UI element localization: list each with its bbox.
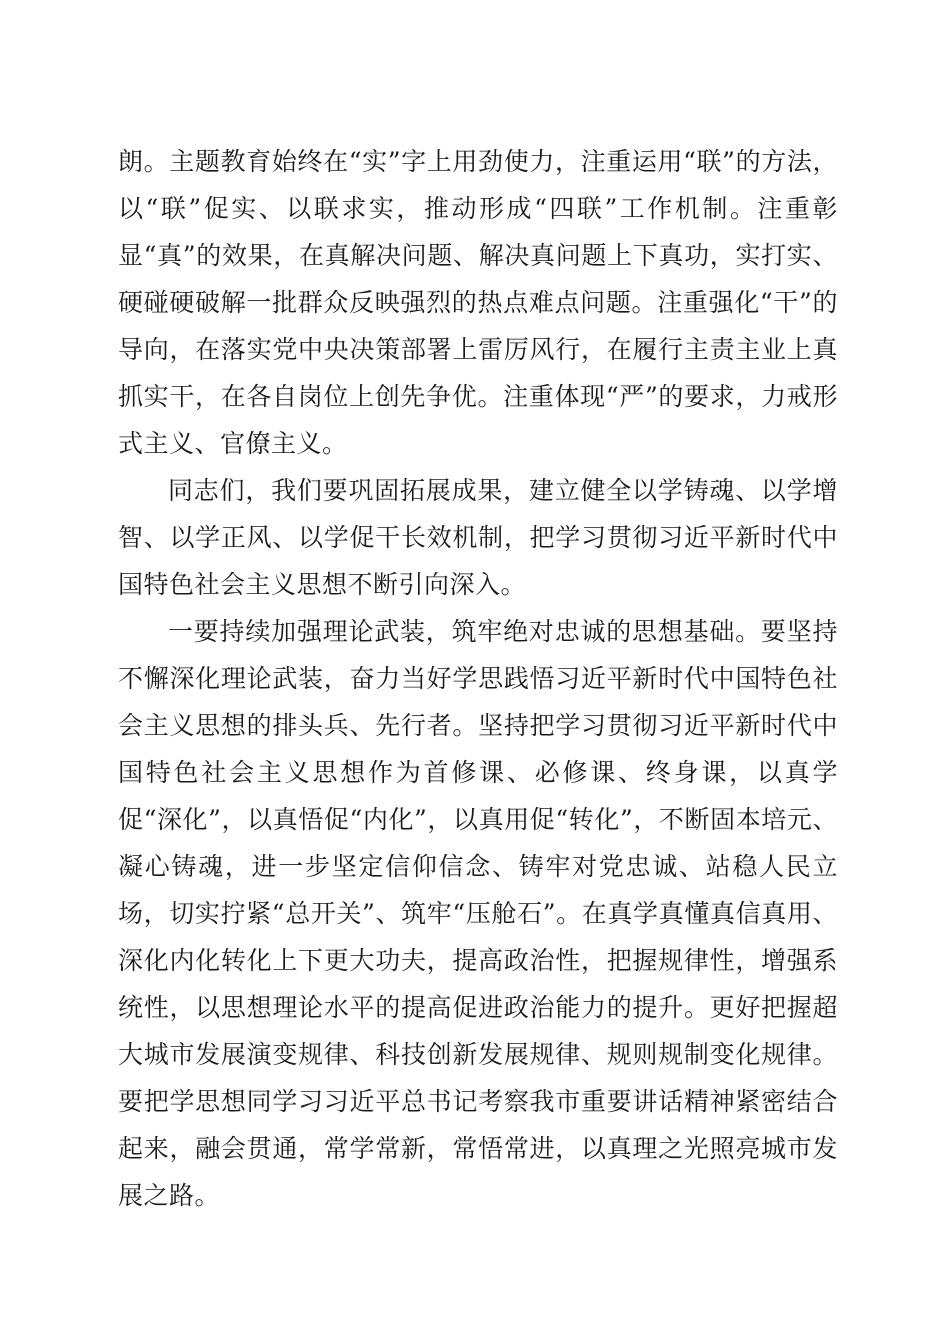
paragraph-2: 同志们，我们要巩固拓展成果，建立健全以学铸魂、以学增智、以学正风、以学促干长效机制，把学习贯彻习近平新时代中国特色社会主义思想不断引向深入。 [118,476,838,599]
document-body [118,138,838,1219]
paragraph-1: 朗。主题教育始终在“实”字上用劲使力，注重运用“联”的方法，以“联”促实、以联求实，推动形成“四联”工作机制。注重彰显“真”的效果，在真解决问题、解决真问题上下真功，实打实、硬碰硬破解一批群众反映强烈的热点难点问题。注重强化“干”的导向，在落实党中央决策部署上雷厉风行，在履行主责主业上真抓实干，在各自岗位上创先争优。注重体现“严”的要求，力戒形式主义、官僚主义。 [118,147,838,458]
paragraph-3: 一要持续加强理论武装，筑牢绝对忠诚的思想基础。要坚持不懈深化理论武装，奋力当好学思践悟习近平新时代中国特色社会主义思想的排头兵、先行者。坚持把学习贯彻习近平新时代中国特色社会主义思想作为首修课、必修课、终身课，以真学促“深化”，以真悟促“内化”，以真用促“转化”，不断固本培元、凝心铸魂，进一步坚定信仰信念、铸牢对党忠诚、站稳人民立场，切实拧紧“总开关”、筑牢“压舱石”。在真学真懂真信真用、深化内化转化上下更大功夫，提高政治性，把握规律性，增强系统性，以思想理论水平的提高促进政治能力的提升。更好把握超大城市发展演变规律、科技创新发展规律、规则规制变化规律。要把学思想同学习习近平总书记考察我市重要讲话精神紧密结合起来，融会贯通，常学常新，常悟常进，以真理之光照亮城市发展之路。 [118,617,838,1210]
